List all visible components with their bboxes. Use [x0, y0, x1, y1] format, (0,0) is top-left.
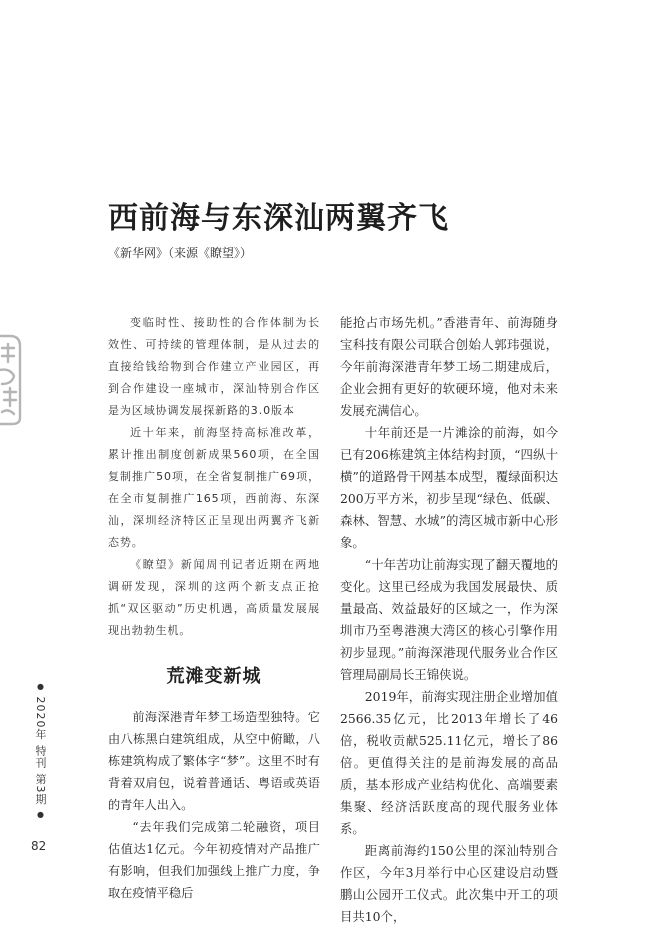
- lead-paragraph: 近十年来，前海坚持高标准改革，累计推出制度创新成果560项，在全国复制推广50项，在全省复制推广69项，在全市复制推广165项，西前海、东深汕，深圳经济特区正呈现出两翼齐飞新态势。: [108, 426, 320, 549]
- bullet-icon: ●: [36, 810, 45, 820]
- article-source: 《新华网》（来源《瞭望》）: [108, 246, 253, 260]
- article-title: 西前海与东深汕两翼齐飞: [108, 201, 449, 236]
- section-heading: 荒滩变新城: [166, 666, 262, 687]
- body-paragraph: 前海深港青年梦工场造型独特。它由八栋黑白建筑组成，从空中俯瞰，八栋建筑构成了繁体字“梦”。这里不时有背着双肩包，说着普通话、粤语或英语的青年人出入。: [108, 710, 320, 812]
- issue-text: 2020年 特刊 第3期: [34, 696, 47, 806]
- issue-label: [28, 682, 48, 822]
- lead-paragraph: 变临时性、接助性的合作体制为长效性、可持续的管理体制，是从过去的直接给钱给物到合作建立产业园区，再到合作建设一座城市，深汕特别合作区是为区域协调发展探新路的3.0版本: [108, 316, 320, 417]
- seal-stamp-fragment: [0, 330, 26, 426]
- body-paragraph: 十年前还是一片滩涂的前海，如今已有206栋建筑主体结构封顶，“四纵十横”的道路骨干网基本成型，覆绿面积达200万平方米，初步呈现“绿色、低碳、森林、智慧、水城”的湾区城市新中心形象。: [340, 425, 558, 550]
- lead-paragraph: 《瞭望》新闻周刊记者近期在两地调研发现，深圳的这两个新支点正抢抓“双区驱动”历史机遇，高质量发展展现出勃勃生机。: [108, 558, 320, 637]
- page-number: 82: [31, 839, 47, 853]
- body-paragraph: 距离前海约150公里的深汕特别合作区，今年3月举行中心区建设启动暨鹏山公园开工仪式。此次集中开工的项目共10个，: [340, 843, 558, 924]
- bullet-icon: ●: [36, 682, 45, 692]
- left-column: [108, 312, 320, 904]
- body-paragraph: 2019年，前海实现注册企业增加值2566.35亿元，比2013年增长了46倍，税收贡献525.11亿元，增长了86倍。更值得关注的是前海发展的高品质，基本形成产业结构优化、高端要素集聚、经济活跃度高的现代服务业体系。: [340, 689, 558, 836]
- body-paragraph: “十年苦功让前海实现了翻天覆地的变化。这里已经成为我国发展最快、质量最高、效益最好的区域之一，作为深圳市乃至粤港澳大湾区的核心引擎作用初步显现。”前海深港现代服务业合作区管理局副局长王锦侠说。: [340, 557, 558, 682]
- body-paragraph: 能抢占市场先机。”香港青年、前海随身宝科技有限公司联合创始人郭玮强说，今年前海深港青年梦工场二期建成后，企业会拥有更好的软硬环境，他对未来发展充满信心。: [340, 315, 558, 418]
- lead-summary: [108, 312, 320, 642]
- right-column: [340, 312, 558, 928]
- body-paragraph: “去年我们完成第二轮融资，项目估值达1亿元。今年初疫情对产品推广有影响，但我们加强线上推广力度，争取在疫情平稳后: [108, 820, 320, 900]
